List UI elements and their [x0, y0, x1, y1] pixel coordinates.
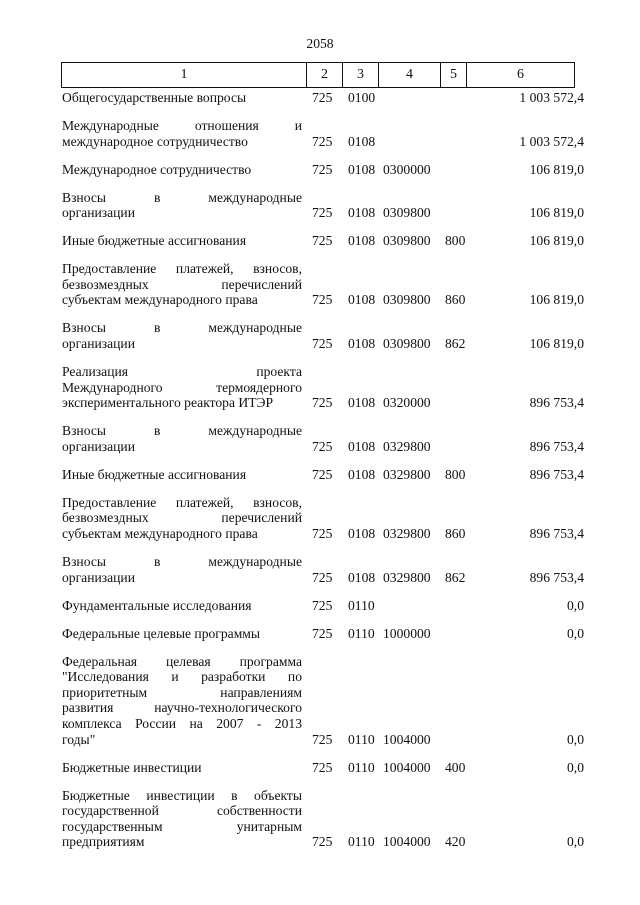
description-line: Фундаментальные исследования	[62, 597, 252, 613]
description-line: Иные бюджетные ассигнования	[62, 466, 247, 482]
amount: 1 003 572,4	[519, 90, 584, 105]
row-description	[62, 495, 302, 542]
table-row	[0, 162, 640, 178]
ministry-code: 725	[312, 834, 333, 850]
section-code: 0110	[348, 731, 375, 747]
row-description	[62, 190, 302, 221]
table-row	[0, 90, 640, 106]
description-line: субъектам международного права	[62, 292, 258, 308]
ministry-code: 725	[312, 438, 333, 454]
row-description	[62, 233, 302, 249]
description-line: Взносы в международные	[62, 189, 302, 205]
table-row	[0, 190, 640, 221]
target-article-code: 0329800	[383, 569, 431, 585]
target-article-code: 0320000	[383, 395, 431, 411]
table-row	[0, 626, 640, 642]
description-line: безвозмездных перечислений	[62, 510, 302, 526]
amount: 0,0	[567, 731, 584, 747]
row-description	[62, 788, 302, 850]
amount: 896 753,4	[529, 395, 584, 411]
header-col-3: 3	[343, 63, 379, 88]
description-line: Предоставление платежей, взносов,	[62, 494, 302, 510]
description-line: Взносы в международные	[62, 554, 302, 569]
description-line: Федеральные целевые программы	[62, 625, 261, 641]
amount: 896 753,4	[529, 569, 584, 585]
description-line: Федеральная целевая программа	[62, 653, 302, 669]
ministry-code: 725	[312, 90, 333, 105]
description-line: годы"	[62, 731, 96, 747]
description-line: Бюджетные инвестиции	[62, 759, 202, 775]
section-code: 0110	[348, 597, 375, 613]
amount: 106 819,0	[529, 233, 584, 249]
table-row	[0, 495, 640, 542]
amount: 896 753,4	[529, 525, 584, 541]
page-number: 2058	[306, 36, 334, 51]
target-article-code: 0300000	[383, 161, 431, 177]
row-description	[62, 598, 302, 614]
description-line: Международное сотрудничество	[62, 161, 252, 177]
description-line: приоритетным направлениям	[62, 684, 302, 700]
row-description	[62, 364, 302, 411]
description-line: Международного термоядерного	[62, 379, 302, 395]
row-description	[62, 760, 302, 776]
section-code: 0108	[348, 335, 376, 351]
description-line: развития научно-технологического	[62, 700, 302, 716]
section-code: 0108	[348, 205, 376, 221]
section-code: 0108	[348, 525, 376, 541]
description-line: организации	[62, 205, 135, 221]
row-description	[62, 654, 302, 748]
description-line: Реализация проекта	[62, 364, 302, 379]
table-row	[0, 364, 640, 411]
description-line: Международные отношения и	[62, 118, 302, 133]
header-col-4: 4	[379, 63, 441, 88]
ministry-code: 725	[312, 597, 333, 613]
row-description	[62, 320, 302, 351]
target-article-code: 0309800	[383, 335, 431, 351]
row-description	[62, 626, 302, 642]
row-description	[62, 554, 302, 585]
row-description	[62, 423, 302, 454]
description-line: организации	[62, 438, 135, 454]
row-description	[62, 162, 302, 178]
expense-type-code: 800	[445, 466, 466, 482]
expense-type-code: 860	[445, 292, 466, 308]
target-article-code: 0329800	[383, 466, 431, 482]
section-code: 0108	[348, 133, 376, 149]
table-row	[0, 261, 640, 308]
expense-type-code: 860	[445, 525, 466, 541]
ministry-code: 725	[312, 292, 333, 308]
description-line: экспериментального реактора ИТЭР	[62, 395, 274, 411]
target-article-code: 1000000	[383, 625, 431, 641]
expense-type-code: 400	[445, 759, 466, 775]
amount: 1 003 572,4	[519, 133, 584, 149]
ministry-code: 725	[312, 569, 333, 585]
header-col-5: 5	[441, 63, 467, 88]
expense-type-code: 800	[445, 233, 466, 249]
section-code: 0110	[348, 625, 375, 641]
expense-type-code: 420	[445, 834, 466, 850]
amount: 106 819,0	[529, 161, 584, 177]
amount: 106 819,0	[529, 335, 584, 351]
row-description	[62, 90, 302, 106]
description-line: комплекса России на 2007 - 2013	[62, 715, 302, 731]
target-article-code: 0309800	[383, 292, 431, 308]
description-line: субъектам международного права	[62, 525, 258, 541]
target-article-code: 0309800	[383, 205, 431, 221]
section-code: 0108	[348, 395, 376, 411]
expense-type-code: 862	[445, 335, 466, 351]
section-code: 0108	[348, 466, 376, 482]
amount: 0,0	[567, 625, 584, 641]
description-line: организации	[62, 569, 135, 585]
ministry-code: 725	[312, 133, 333, 149]
section-code: 0108	[348, 438, 376, 454]
ministry-code: 725	[312, 759, 333, 775]
row-description	[62, 467, 302, 483]
section-code: 0110	[348, 834, 375, 850]
ministry-code: 725	[312, 466, 333, 482]
target-article-code: 0329800	[383, 525, 431, 541]
target-article-code: 1004000	[383, 731, 431, 747]
description-line: Иные бюджетные ассигнования	[62, 233, 247, 249]
amount: 0,0	[567, 597, 584, 613]
header-col-1: 1	[62, 63, 307, 88]
section-code: 0108	[348, 569, 376, 585]
table-row	[0, 654, 640, 748]
ministry-code: 725	[312, 625, 333, 641]
description-line: государственным унитарным	[62, 818, 302, 834]
ministry-code: 725	[312, 395, 333, 411]
row-description	[62, 261, 302, 308]
row-description	[62, 118, 302, 149]
description-line: Общегосударственные вопросы	[62, 90, 247, 105]
section-code: 0100	[348, 90, 376, 105]
description-line: предприятиям	[62, 834, 145, 850]
description-line: международное сотрудничество	[62, 133, 248, 149]
table-row	[0, 467, 640, 483]
ministry-code: 725	[312, 233, 333, 249]
ministry-code: 725	[312, 205, 333, 221]
expense-type-code: 862	[445, 569, 466, 585]
table-row	[0, 423, 640, 454]
header-col-6: 6	[467, 63, 575, 88]
section-code: 0108	[348, 292, 376, 308]
amount: 896 753,4	[529, 466, 584, 482]
header-row	[62, 63, 575, 88]
table-row	[0, 118, 640, 149]
target-article-code: 1004000	[383, 759, 431, 775]
table-row	[0, 598, 640, 614]
target-article-code: 1004000	[383, 834, 431, 850]
table-row	[0, 320, 640, 351]
description-line: Взносы в международные	[62, 320, 302, 336]
table-row	[0, 788, 640, 850]
amount: 0,0	[567, 834, 584, 850]
section-code: 0110	[348, 759, 375, 775]
description-line: государственной собственности	[62, 803, 302, 819]
description-line: безвозмездных перечислений	[62, 276, 302, 292]
amount: 106 819,0	[529, 205, 584, 221]
column-header-table	[61, 62, 575, 88]
description-line: Взносы в международные	[62, 423, 302, 439]
target-article-code: 0309800	[383, 233, 431, 249]
amount: 106 819,0	[529, 292, 584, 308]
section-code: 0108	[348, 161, 376, 177]
table-row	[0, 554, 640, 585]
amount: 896 753,4	[529, 438, 584, 454]
ministry-code: 725	[312, 525, 333, 541]
section-code: 0108	[348, 233, 376, 249]
description-line: Бюджетные инвестиции в объекты	[62, 787, 302, 803]
ministry-code: 725	[312, 161, 333, 177]
ministry-code: 725	[312, 335, 333, 351]
target-article-code: 0329800	[383, 438, 431, 454]
description-line: организации	[62, 335, 135, 351]
table-row	[0, 233, 640, 249]
description-line: "Исследования и разработки по	[62, 669, 302, 685]
table-row	[0, 760, 640, 776]
header-col-2: 2	[307, 63, 343, 88]
amount: 0,0	[567, 759, 584, 775]
ministry-code: 725	[312, 731, 333, 747]
description-line: Предоставление платежей, взносов,	[62, 261, 302, 277]
